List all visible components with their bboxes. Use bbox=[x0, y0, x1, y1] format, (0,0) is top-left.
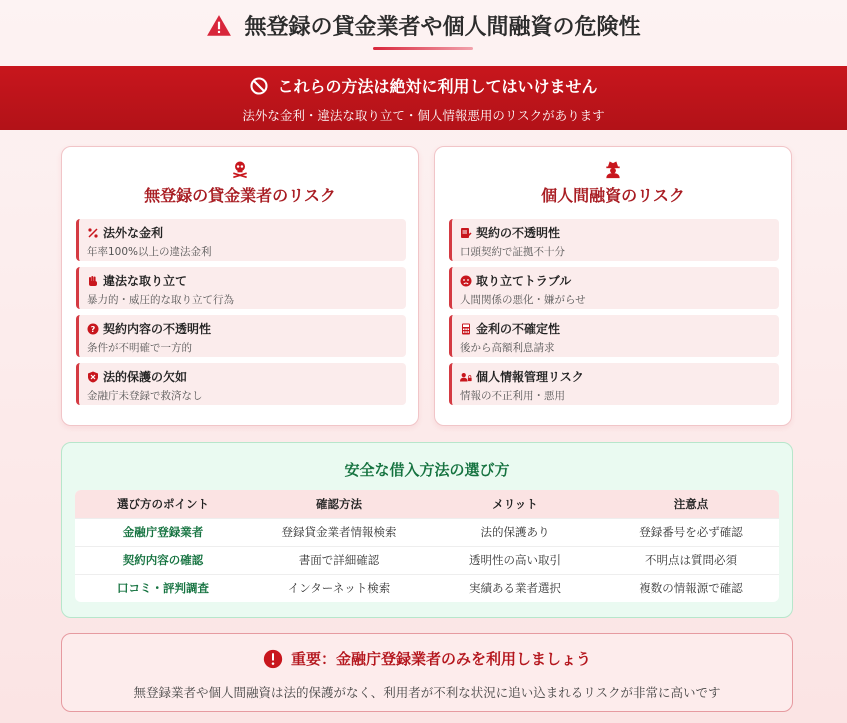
risk-desc: 人間関係の悪化・嫌がらせ bbox=[460, 294, 586, 306]
table-cell: 登録番号を必ず確認 bbox=[603, 518, 779, 546]
risk-desc: 後から高額利息請求 bbox=[460, 342, 555, 354]
risk-label: 個人情報管理リスク bbox=[476, 370, 584, 384]
hand-icon bbox=[87, 275, 99, 287]
table-header: メリット bbox=[427, 490, 603, 518]
table-cell: 書面で詳細確認 bbox=[251, 546, 427, 574]
card-title: 個人間融資のリスク bbox=[541, 186, 685, 205]
risk-label: 取り立てトラブル bbox=[476, 274, 572, 288]
risk-desc: 暴力的・威圧的な取り立て行為 bbox=[87, 294, 234, 306]
question-icon bbox=[87, 323, 99, 335]
page-title-row bbox=[206, 10, 640, 41]
table-cell: 複数の情報源で確認 bbox=[603, 574, 779, 602]
risk-item bbox=[449, 267, 779, 309]
table-row bbox=[75, 574, 779, 602]
table-cell: 法的保護あり bbox=[427, 518, 603, 546]
notice-body: 無登録業者や個人間融資は法的保護がなく、利用者が不利な状況に追い込まれるリスクが非常に高いです bbox=[133, 684, 721, 700]
notice-heading-row bbox=[263, 648, 591, 669]
unregistered-lender-card bbox=[61, 146, 419, 426]
risk-desc: 情報の不正利用・悪用 bbox=[460, 390, 565, 402]
table-row bbox=[75, 546, 779, 574]
calculator-icon bbox=[460, 323, 472, 335]
banner-heading-row bbox=[249, 74, 597, 97]
risk-desc: 口頭契約で証拠不十分 bbox=[460, 246, 565, 258]
prohibited-icon bbox=[249, 76, 269, 96]
risk-item bbox=[76, 363, 406, 405]
risk-item bbox=[449, 363, 779, 405]
user-secret-icon bbox=[603, 159, 623, 179]
table-header: 確認方法 bbox=[251, 490, 427, 518]
exclamation-circle-icon bbox=[263, 649, 283, 669]
percent-icon bbox=[87, 227, 99, 239]
important-notice bbox=[61, 633, 793, 712]
user-lock-icon bbox=[460, 371, 472, 383]
svg-text:?: ? bbox=[90, 324, 96, 334]
notice-heading: 重要：金融庁登録業者のみを利用しましょう bbox=[290, 650, 591, 668]
safe-borrowing-section bbox=[61, 442, 793, 618]
risk-item bbox=[76, 219, 406, 261]
table-header-row bbox=[75, 490, 779, 518]
card-title: 無登録の貸金業者のリスク bbox=[144, 186, 336, 205]
angry-face-icon bbox=[460, 275, 472, 287]
warning-triangle-icon bbox=[206, 13, 232, 39]
risk-item bbox=[76, 315, 406, 357]
risk-label: 契約の不透明性 bbox=[476, 226, 561, 240]
risk-list bbox=[76, 219, 406, 411]
risk-label: 法外な金利 bbox=[103, 226, 164, 240]
skull-crossbones-icon bbox=[230, 159, 250, 179]
title-underline bbox=[373, 47, 473, 50]
risk-desc: 金融庁未登録で救済なし bbox=[87, 390, 203, 402]
risk-item bbox=[449, 219, 779, 261]
table-cell: インターネット検索 bbox=[251, 574, 427, 602]
page-title: 無登録の貸金業者や個人間融資の危険性 bbox=[244, 15, 641, 40]
warning-banner bbox=[0, 66, 847, 130]
banner-heading: これらの方法は絶対に利用してはいけません bbox=[277, 77, 598, 96]
table-cell: 口コミ・評判調査 bbox=[75, 574, 251, 602]
comparison-table bbox=[75, 490, 779, 602]
risk-item bbox=[76, 267, 406, 309]
table-cell: 透明性の高い取引 bbox=[427, 546, 603, 574]
shield-icon bbox=[87, 371, 99, 383]
risk-label: 違法な取り立て bbox=[103, 274, 188, 288]
risk-item bbox=[449, 315, 779, 357]
table-cell: 契約内容の確認 bbox=[75, 546, 251, 574]
table-header: 注意点 bbox=[603, 490, 779, 518]
risk-list bbox=[449, 219, 779, 411]
section-title: 安全な借入方法の選び方 bbox=[344, 461, 510, 479]
table-row bbox=[75, 518, 779, 546]
table-header: 選び方のポイント bbox=[75, 490, 251, 518]
risk-desc: 条件が不明確で一方的 bbox=[87, 342, 192, 354]
contract-icon bbox=[460, 227, 472, 239]
page-header bbox=[0, 10, 847, 43]
table-cell: 実績ある業者選択 bbox=[427, 574, 603, 602]
risk-desc: 年率100%以上の違法金利 bbox=[87, 246, 212, 258]
risk-label: 金利の不確定性 bbox=[476, 322, 561, 336]
table-cell: 金融庁登録業者 bbox=[75, 518, 251, 546]
risk-label: 契約内容の不透明性 bbox=[103, 322, 212, 336]
table-cell: 登録貸金業者情報検索 bbox=[251, 518, 427, 546]
personal-loan-card bbox=[434, 146, 792, 426]
table-cell: 不明点は質問必須 bbox=[603, 546, 779, 574]
risk-label: 法的保護の欠如 bbox=[103, 370, 188, 384]
banner-subtext: 法外な金利・違法な取り立て・個人情報悪用のリスクがあります bbox=[242, 107, 605, 123]
